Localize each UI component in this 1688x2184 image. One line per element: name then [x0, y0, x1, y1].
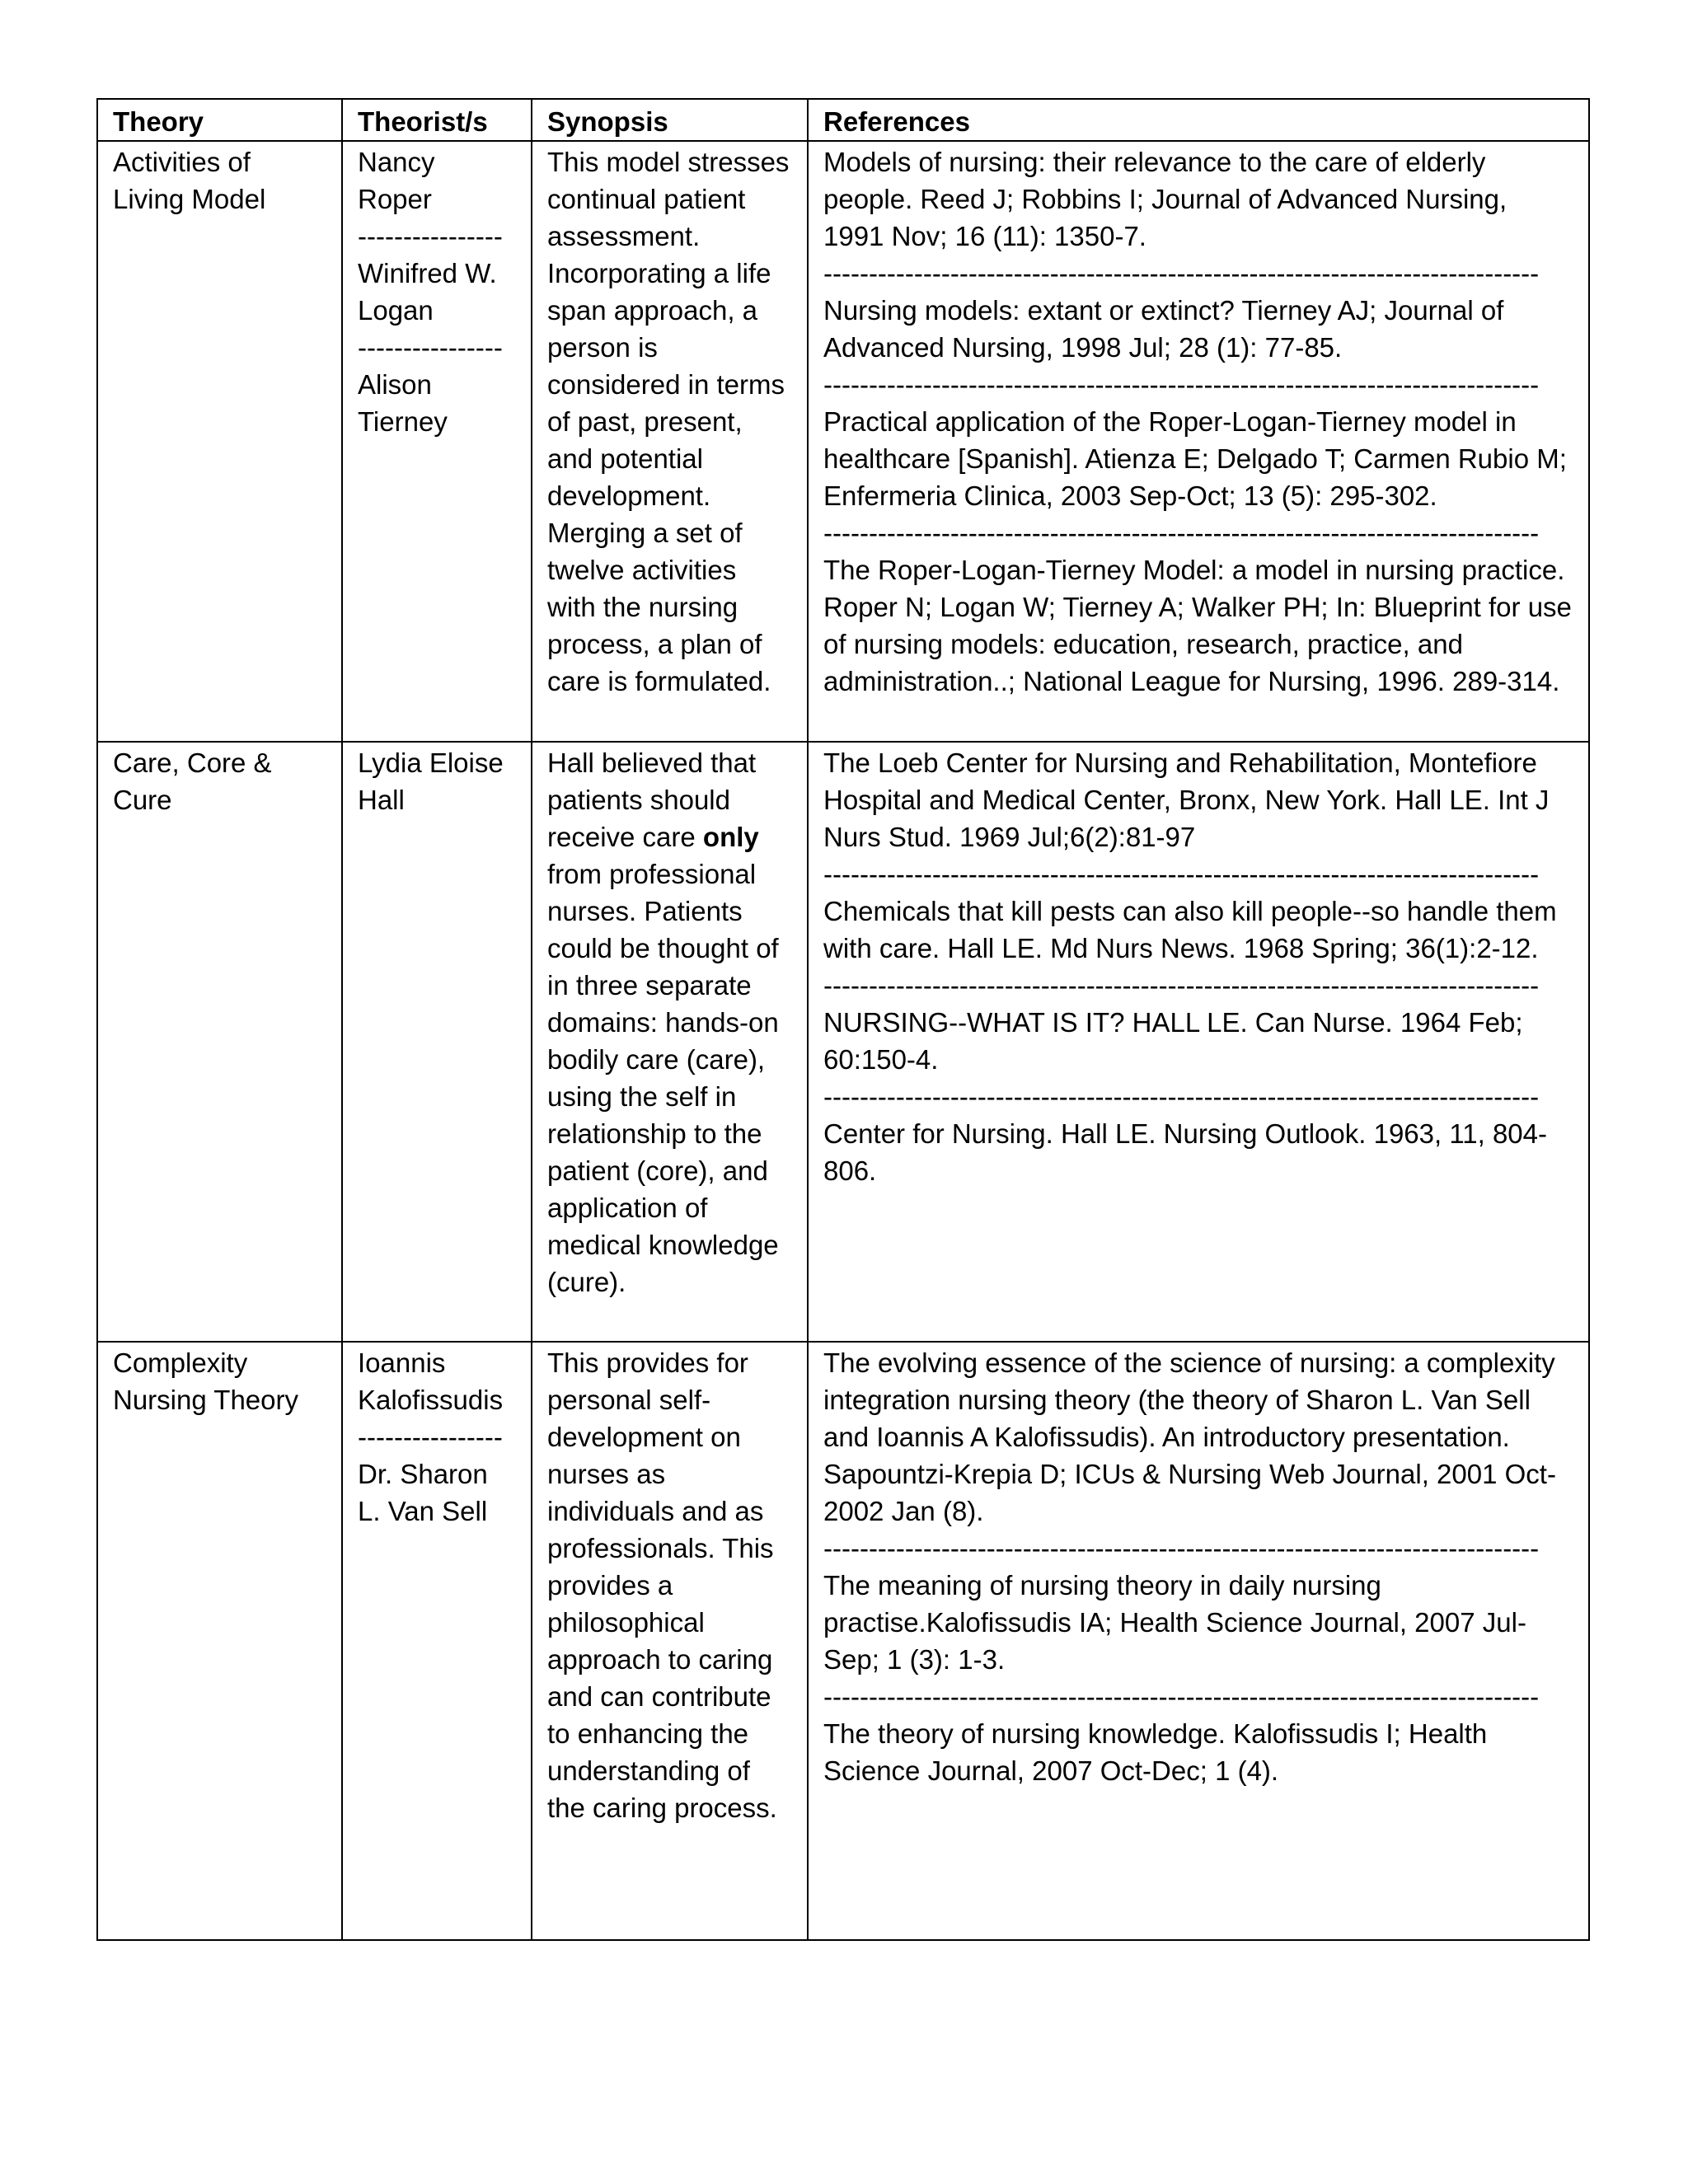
reference-item: Nursing models: extant or extinct? Tierney AJ; Journal of Advanced Nursing, 1998 Jul; 28 (1): 77-85.	[823, 295, 1504, 363]
separator: ----------------	[358, 332, 503, 363]
header-references: References	[808, 99, 1589, 141]
reference-item: Center for Nursing. Hall LE. Nursing Outlook. 1963, 11, 804-806.	[823, 1118, 1547, 1186]
theorists-cell	[342, 141, 532, 742]
reference-item: Chemicals that kill pests can also kill people--so handle them with care. Hall LE. Md Nurs News. 1968 Spring; 36(1):2-12.	[823, 896, 1557, 963]
reference-item: The evolving essence of the science of nursing: a complexity integration nursing theory (the theory of Sharon L. Van Sell and Ioannis A Kalofissudis). An introductory presentation. Sapountzi-Krepia D; ICUs & Nursing Web Journal, 2001 Oct-2002 Jan (8).	[823, 1347, 1556, 1526]
theorist-name: Dr. Sharon L. Van Sell	[358, 1459, 488, 1526]
separator: -------------------------------------------------------------------------------	[823, 369, 1540, 400]
theorist-name: Alison Tierney	[358, 369, 448, 437]
table-row	[97, 141, 1589, 742]
synopsis-emphasis: only	[702, 822, 759, 852]
separator: -------------------------------------------------------------------------------	[823, 1681, 1540, 1712]
nursing-theories-table	[96, 98, 1590, 1941]
separator: -------------------------------------------------------------------------------	[823, 518, 1540, 548]
theorist-name: Lydia Eloise Hall	[358, 748, 504, 815]
references-cell	[808, 1342, 1589, 1940]
theorist-name: Winifred W. Logan	[358, 258, 497, 326]
theory-cell: Care, Core & Cure	[97, 742, 342, 1342]
theorists-cell	[342, 1342, 532, 1940]
separator: ----------------	[358, 221, 503, 251]
theorist-name: Ioannis Kalofissudis	[358, 1347, 504, 1415]
theorists-cell	[342, 742, 532, 1342]
synopsis-text: from professional nurses. Patients could be thought of in three separate domains: hands-on bodily care (care), using the self in relationship to the patient (core), and application of medical knowledge (cure).	[547, 859, 779, 1297]
header-row	[97, 99, 1589, 141]
table-row	[97, 1342, 1589, 1940]
references-cell	[808, 742, 1589, 1342]
theory-cell: Activities of Living Model	[97, 141, 342, 742]
header-theory: Theory	[97, 99, 342, 141]
separator: -------------------------------------------------------------------------------	[823, 258, 1540, 288]
reference-item: The Roper-Logan-Tierney Model: a model in nursing practice. Roper N; Logan W; Tierney A; Walker PH; In: Blueprint for use of nursing models: education, research, practice, and administration..; National League for Nursing, 1996. 289-314.	[823, 555, 1572, 696]
header-theorists: Theorist/s	[342, 99, 532, 141]
separator: -------------------------------------------------------------------------------	[823, 1533, 1540, 1563]
reference-item: NURSING--WHAT IS IT? HALL LE. Can Nurse. 1964 Feb; 60:150-4.	[823, 1007, 1523, 1075]
theorist-name: Nancy Roper	[358, 147, 435, 214]
references-cell	[808, 141, 1589, 742]
theory-cell: Complexity Nursing Theory	[97, 1342, 342, 1940]
synopsis-cell	[532, 1342, 808, 1940]
synopsis-text: Hall believed that patients should receive care	[547, 748, 757, 852]
separator: -------------------------------------------------------------------------------	[823, 859, 1540, 889]
synopsis-cell	[532, 742, 808, 1342]
separator: ----------------	[358, 1422, 503, 1452]
synopsis-text: This model stresses continual patient assessment. Incorporating a life span approach, a person is considered in terms of past, present, and potential development. Merging a set of twelve activities with the nursing process, a plan of care is formulated.	[547, 147, 790, 696]
synopsis-text: This provides for personal self-development on nurses as individuals and as professionals. This provides a philosophical approach to caring and can contribute to enhancing the understanding of the caring process.	[547, 1347, 777, 1823]
reference-item: Practical application of the Roper-Logan-Tierney model in healthcare [Spanish]. Atienza E; Delgado T; Carmen Rubio M; Enfermeria Clinica, 2003 Sep-Oct; 13 (5): 295-302.	[823, 406, 1567, 511]
reference-item: Models of nursing: their relevance to the care of elderly people. Reed J; Robbins I; Journal of Advanced Nursing, 1991 Nov; 16 (11): 1350-7.	[823, 147, 1507, 251]
reference-item: The Loeb Center for Nursing and Rehabilitation, Montefiore Hospital and Medical Center, Bronx, New York. Hall LE. Int J Nurs Stud. 1969 Jul;6(2):81-97	[823, 748, 1550, 852]
reference-item: The theory of nursing knowledge. Kalofissudis I; Health Science Journal, 2007 Oct-Dec; 1 (4).	[823, 1718, 1488, 1786]
synopsis-cell	[532, 141, 808, 742]
separator: -------------------------------------------------------------------------------	[823, 970, 1540, 1001]
table-row	[97, 742, 1589, 1342]
separator: -------------------------------------------------------------------------------	[823, 1081, 1540, 1112]
reference-item: The meaning of nursing theory in daily nursing practise.Kalofissudis IA; Health Science Journal, 2007 Jul-Sep; 1 (3): 1-3.	[823, 1570, 1526, 1675]
header-synopsis: Synopsis	[532, 99, 808, 141]
